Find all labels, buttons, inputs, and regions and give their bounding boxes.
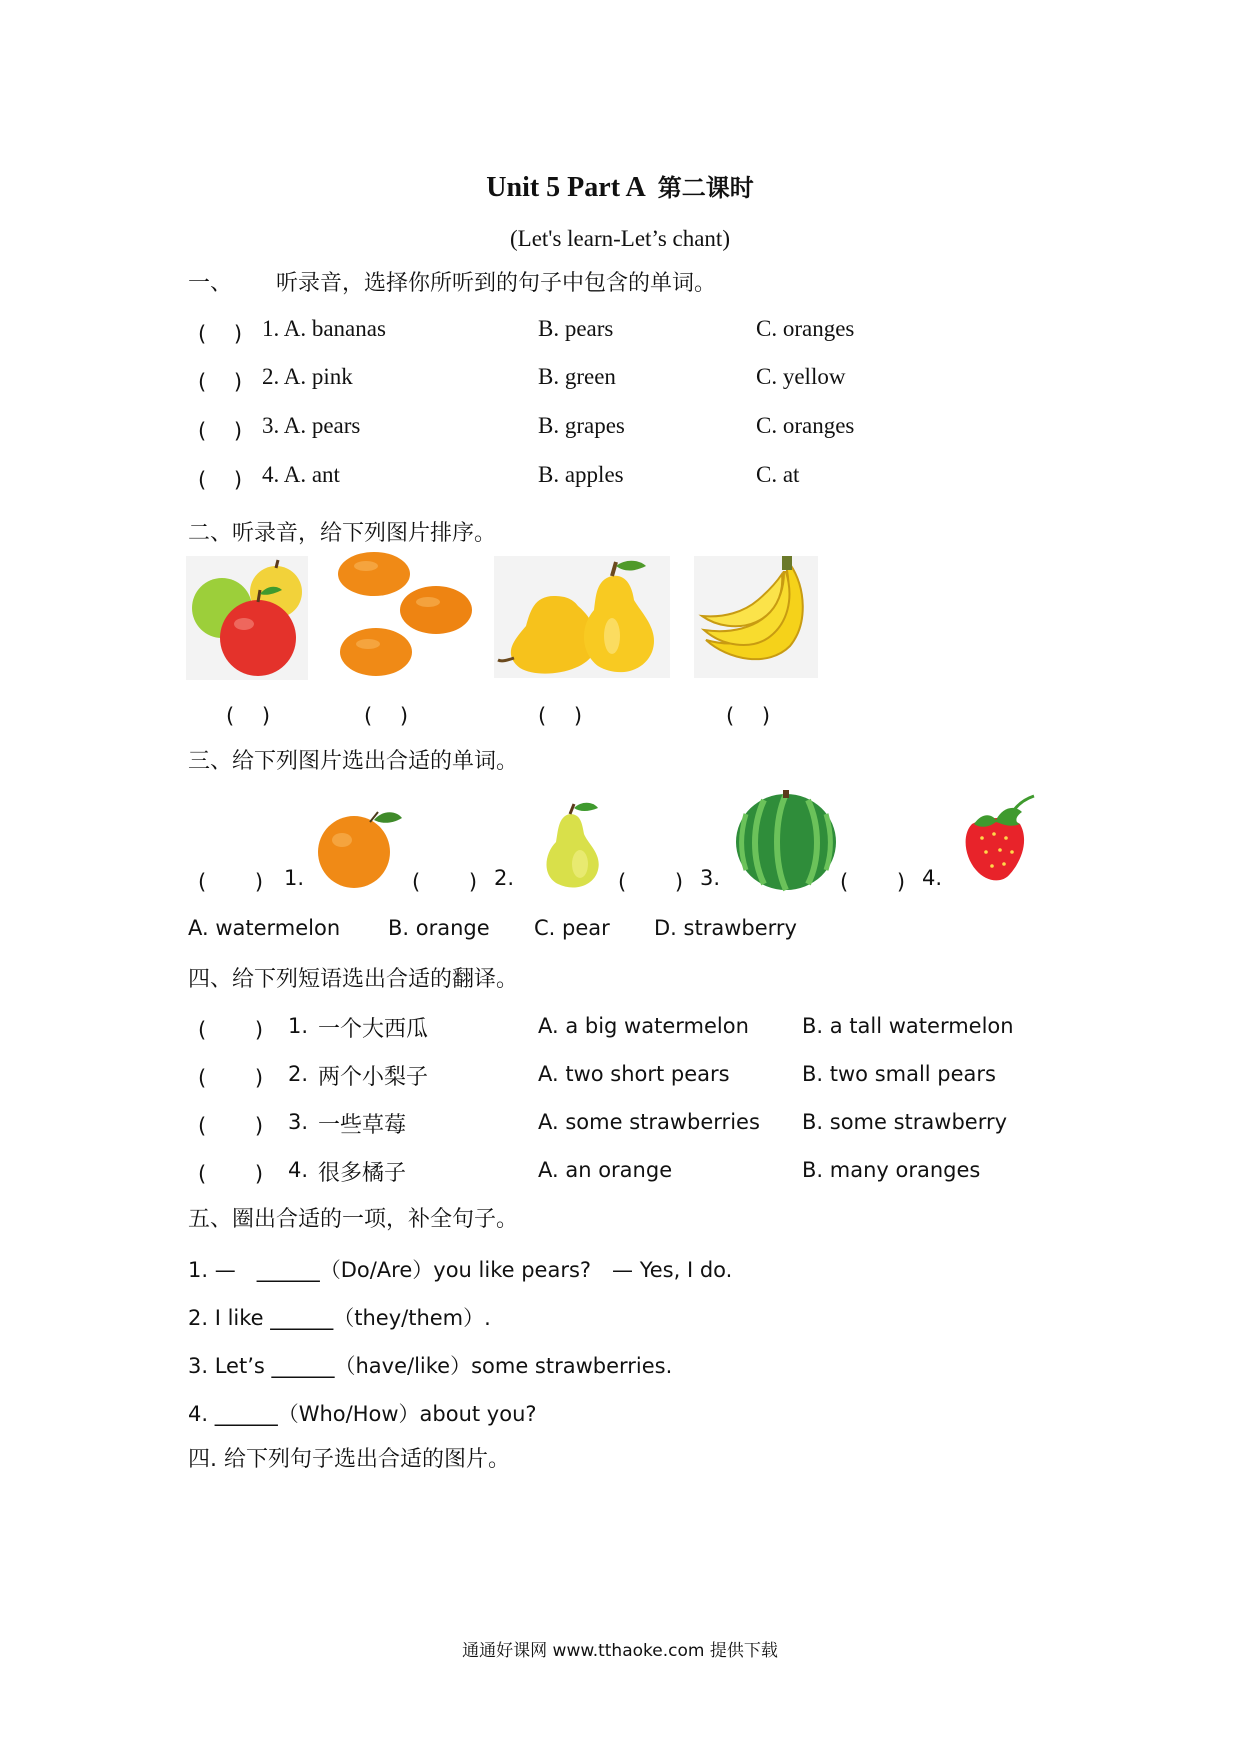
word-option: D. strawberry	[654, 916, 797, 940]
word-option: B. orange	[388, 916, 490, 940]
apples-picture	[186, 556, 308, 680]
phrase-cn: 两个小梨子	[318, 1065, 429, 1090]
item-number: 2.	[288, 1062, 309, 1086]
order-bracket[interactable]: ( )	[226, 704, 271, 728]
watermelon-picture	[734, 790, 838, 892]
item-number: 1.	[288, 1014, 309, 1038]
answer-paren[interactable]: ( )	[198, 322, 243, 346]
section4-heading: 四、给下列短语选出合适的翻译。	[188, 967, 519, 992]
question-option-b: B. grapes	[538, 413, 625, 438]
title-cn: 第二课时	[657, 174, 754, 202]
pears-picture	[494, 556, 670, 678]
section2-heading: 二、听录音，给下列图片排序。	[188, 521, 497, 546]
section3-heading: 三、给下列图片选出合适的单词。	[188, 749, 519, 774]
answer-paren[interactable]: ( )	[198, 1066, 264, 1090]
answer-paren[interactable]: ( )	[198, 1162, 264, 1186]
phrase-cn: 一些草莓	[318, 1113, 407, 1138]
answer-paren[interactable]: ( )	[198, 468, 243, 492]
footer: 通通好课网 www.tthaoke.com 提供下载	[462, 1641, 778, 1661]
section5-heading: 五、圈出合适的一项，补全句子。	[188, 1207, 519, 1232]
section1-heading: 听录音，选择你所听到的句子中包含的单词。	[276, 271, 717, 296]
translation-option-a: A. some strawberries	[538, 1110, 760, 1134]
title-en: Unit 5 Part A	[486, 172, 646, 203]
section1-heading-num: 一、	[188, 271, 233, 296]
section6-heading: 四. 给下列句子选出合适的图片。	[188, 1447, 510, 1472]
item-number: 4.	[288, 1158, 309, 1182]
answer-paren[interactable]: ( )	[198, 1018, 264, 1042]
translation-option-b: B. many oranges	[802, 1158, 981, 1182]
item-number: 4.	[922, 866, 943, 890]
orange-picture	[316, 804, 404, 890]
translation-option-b: B. two small pears	[802, 1062, 996, 1086]
word-option: C. pear	[534, 916, 610, 940]
oranges-picture	[334, 552, 474, 680]
question-option-c: C. oranges	[756, 413, 855, 438]
question-option-c: C. oranges	[756, 316, 855, 341]
translation-option-b: B. some strawberry	[802, 1110, 1008, 1134]
pear-picture	[536, 800, 606, 890]
item-number: 2.	[494, 866, 515, 890]
answer-paren[interactable]: ( )	[412, 870, 478, 894]
question-option-a: 4. A. ant	[262, 462, 340, 487]
translation-option-a: A. a big watermelon	[538, 1014, 749, 1038]
fill-sentence[interactable]: 4. ______（Who/How）about you?	[188, 1402, 537, 1426]
fill-sentence[interactable]: 2. I like ______（they/them）.	[188, 1306, 491, 1330]
order-bracket[interactable]: ( )	[364, 704, 409, 728]
question-option-c: C. at	[756, 462, 800, 487]
item-number: 3.	[700, 866, 721, 890]
order-bracket[interactable]: ( )	[726, 704, 771, 728]
word-option: A. watermelon	[188, 916, 341, 940]
answer-paren[interactable]: ( )	[198, 870, 264, 894]
order-bracket[interactable]: ( )	[538, 704, 583, 728]
fill-sentence[interactable]: 1. — ______（Do/Are）you like pears? — Yes, I do.	[188, 1258, 733, 1282]
bananas-picture	[694, 552, 818, 678]
answer-paren[interactable]: ( )	[198, 370, 243, 394]
question-option-a: 3. A. pears	[262, 413, 361, 438]
question-option-c: C. yellow	[756, 364, 846, 389]
item-number: 3.	[288, 1110, 309, 1134]
item-number: 1.	[284, 866, 305, 890]
question-option-b: B. green	[538, 364, 616, 389]
phrase-cn: 很多橘子	[318, 1161, 407, 1186]
answer-paren[interactable]: ( )	[198, 1114, 264, 1138]
translation-option-a: A. an orange	[538, 1158, 673, 1182]
translation-option-b: B. a tall watermelon	[802, 1014, 1014, 1038]
phrase-cn: 一个大西瓜	[318, 1017, 429, 1042]
question-option-b: B. pears	[538, 316, 614, 341]
answer-paren[interactable]: ( )	[618, 870, 684, 894]
strawberry-picture	[958, 794, 1038, 886]
answer-paren[interactable]: ( )	[840, 870, 906, 894]
question-option-a: 1. A. bananas	[262, 316, 386, 341]
page-subtitle: (Let's learn-Let’s chant)	[510, 226, 730, 251]
question-option-b: B. apples	[538, 462, 624, 487]
page-title	[0, 168, 1240, 204]
answer-paren[interactable]: ( )	[198, 419, 243, 443]
translation-option-a: A. two short pears	[538, 1062, 730, 1086]
fill-sentence[interactable]: 3. Let’s ______（have/like）some strawberries.	[188, 1354, 673, 1378]
question-option-a: 2. A. pink	[262, 364, 353, 389]
